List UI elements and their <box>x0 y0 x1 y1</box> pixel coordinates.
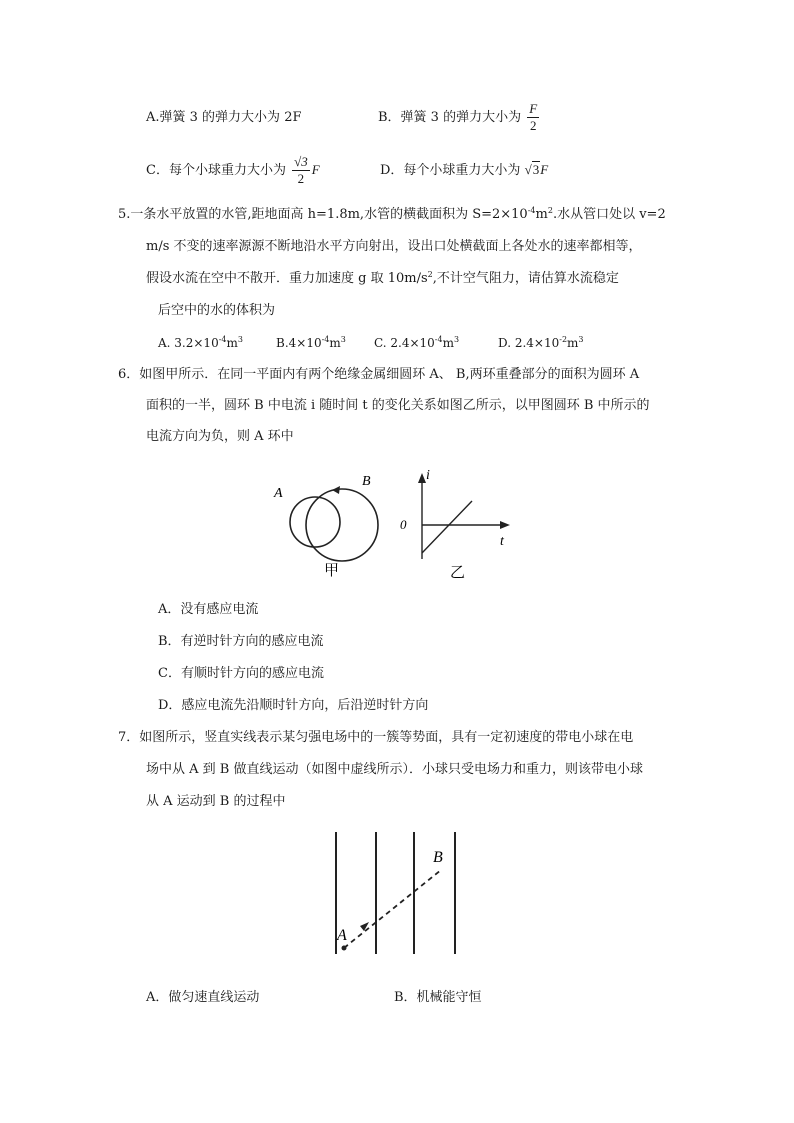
q4-option-a: A.弹簧 3 的弹力大小为 2F <box>146 110 302 125</box>
q6-option-b: B．有逆时针方向的感应电流 <box>158 634 324 649</box>
q4-option-b: B．弹簧 3 的弹力大小为 $\frac{F}{2}$ <box>378 101 538 133</box>
q5-line-2: m/s 不变的速率源源不断地沿水平方向射出，设出口处横截面上各处水的速率都相等， <box>146 239 642 254</box>
current-line <box>422 501 472 553</box>
q5-option-d: D. $2.4\times 10^{-2}m^3$ <box>498 335 584 350</box>
q6-option-d: D．感应电流先沿顺时针方向，后沿逆时针方向 <box>158 698 429 713</box>
point-b-label: B <box>433 849 443 866</box>
q5-line-1: 5.一条水平放置的水管,距地面高 h=1.8m,水管的横截面积为 $S=2\times 10^{-4}m^2$.水从管口处以 v=2 <box>118 206 666 222</box>
axis-origin-label: 0 <box>400 517 407 532</box>
axis-t-label: t <box>500 534 504 549</box>
q7-figure <box>325 828 470 960</box>
q6-figure <box>260 465 520 585</box>
q5-option-b: $B.4\times 10^{-4}m^3$ <box>276 335 346 350</box>
ring-b-label: B <box>362 474 371 489</box>
axis-i-label: i <box>426 468 430 483</box>
q5-option-c: C. $2.4\times 10^{-4}m^3$ <box>374 335 460 350</box>
q5-option-a: A. $3.2\times 10^{-4}m^3$ <box>158 335 243 350</box>
point-a-label: A <box>337 927 347 944</box>
q7-line-3: 从 A 运动到 B 的过程中 <box>146 794 286 809</box>
q7-option-a: A．做匀速直线运动 <box>146 990 260 1005</box>
q6-line-2: 面积的一半，圆环 B 中电流 i 随时间 t 的变化关系如图乙所示，以甲图圆环 B 中所示的 <box>146 398 650 413</box>
q5-line-3: 假设水流在空中不散开．重力加速度 g 取 $10m/s^2$,不计空气阻力，请估算水流稳定 <box>146 270 619 286</box>
q7-option-b: B．机械能守恒 <box>394 990 482 1005</box>
ring-b-current-arrow-icon <box>332 486 340 494</box>
axis-i-arrow-icon <box>418 473 426 483</box>
caption-jia: 甲 <box>324 563 340 579</box>
q5-line-4: 后空中的水的体积为 <box>158 303 276 318</box>
q4-option-c: C．每个小球重力大小为 $\frac{√3}{2}$ F <box>146 154 320 186</box>
q6-line-3: 电流方向为负，则 A 环中 <box>146 429 294 444</box>
axis-t-arrow-icon <box>500 521 510 529</box>
trajectory-line <box>344 870 441 948</box>
point-a-dot <box>342 946 347 951</box>
q6-line-1: 6．如图甲所示．在同一平面内有两个绝缘金属细圆环 A、 B,两环重叠部分的面积为圆环 A <box>118 367 640 382</box>
sqrt-3: √3 <box>524 162 540 177</box>
q4-option-d: D．每个小球重力大小为 √3F <box>380 162 549 178</box>
q7-line-2: 场中从 A 到 B 做直线运动（如图中虚线所示）．小球只受电场力和重力，则该带电小球 <box>146 762 643 777</box>
q6-option-c: C．有顺时针方向的感应电流 <box>158 666 324 681</box>
ring-a-label: A <box>274 486 283 501</box>
caption-yi: 乙 <box>450 565 466 581</box>
ring-b <box>306 489 378 561</box>
ring-a <box>290 497 340 547</box>
q6-option-a: A．没有感应电流 <box>158 602 259 617</box>
fraction-sqrt3-over-2: $\frac{√3}{2}$ <box>294 154 308 186</box>
fraction-f-over-2: $\frac{F}{2}$ <box>529 101 538 133</box>
q7-line-1: 7．如图所示，竖直实线表示某匀强电场中的一簇等势面，具有一定初速度的带电小球在电 <box>118 730 634 745</box>
